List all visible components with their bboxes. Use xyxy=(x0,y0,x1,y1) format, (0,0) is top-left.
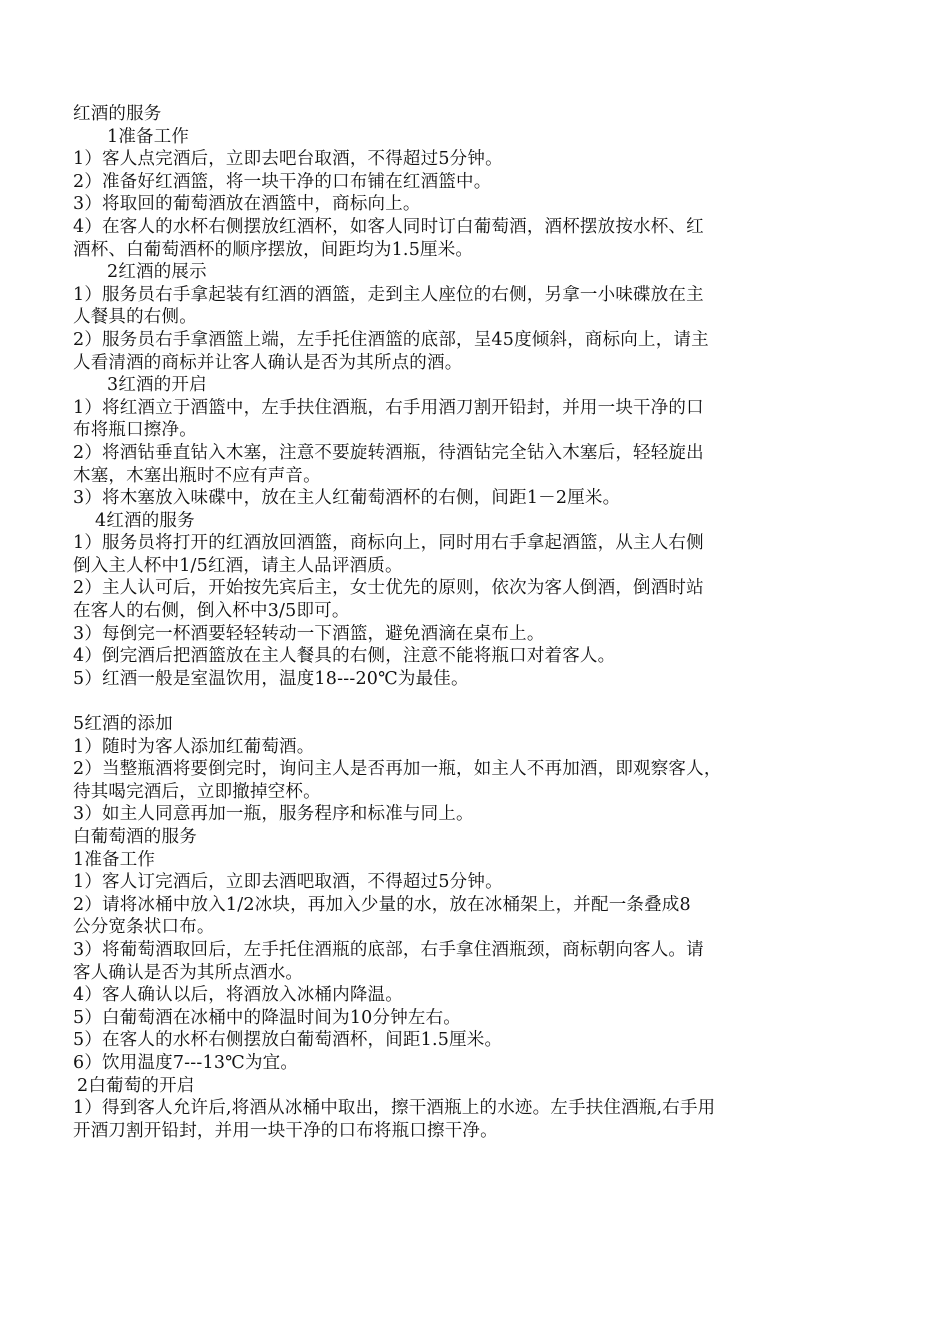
text-line: 2）主人认可后，开始按先宾后主，女士优先的原则，依次为客人倒酒，倒酒时站 xyxy=(73,578,704,599)
text-line: 1）服务员将打开的红酒放回酒篮，商标向上，同时用右手拿起酒篮，从主人右侧 xyxy=(73,533,704,554)
text-line: 2）将酒钻垂直钻入木塞，注意不要旋转酒瓶，待酒钻完全钻入木塞后，轻轻旋出 xyxy=(73,442,704,463)
text-line: 2红酒的展示 xyxy=(107,262,207,283)
text-line: 开酒刀割开铅封，并用一块干净的口布将瓶口擦干净。 xyxy=(73,1120,498,1141)
text-line: 4）在客人的水杯右侧摆放红酒杯，如客人同时订白葡萄酒，酒杯摆放按水杯、红 xyxy=(73,216,704,237)
document-body xyxy=(73,103,885,1142)
text-line: 3）将木塞放入味碟中，放在主人红葡萄酒杯的右侧，间距1－2厘米。 xyxy=(73,488,621,509)
blank-line xyxy=(73,690,885,713)
text-line: 待其喝完酒后，立即撤掉空杯。 xyxy=(73,781,321,802)
text-line: 3红酒的开启 xyxy=(107,375,207,396)
text-line: 5）红酒一般是室温饮用，温度18---20℃为最佳。 xyxy=(73,668,469,689)
text-line: 3）如主人同意再加一瓶，服务程序和标准与同上。 xyxy=(73,804,474,825)
text-line: 布将瓶口擦净。 xyxy=(73,420,197,441)
text-line: 3）将取回的葡萄酒放在酒篮中，商标向上。 xyxy=(73,194,421,215)
text-line: 倒入主人杯中1/5红酒，请主人品评酒质。 xyxy=(73,555,403,576)
text-line: 1）客人点完酒后，立即去吧台取酒，不得超过5分钟。 xyxy=(73,149,503,170)
text-line: 1）将红酒立于酒篮中，左手扶住酒瓶，右手用酒刀割开铅封，并用一块干净的口 xyxy=(73,397,704,418)
text-line: 5）在客人的水杯右侧摆放白葡萄酒杯，间距1.5厘米。 xyxy=(73,1030,503,1051)
text-line: 木塞，木塞出瓶时不应有声音。 xyxy=(73,465,321,486)
text-line: 2）请将冰桶中放入1/2冰块，再加入少量的水，放在冰桶架上，并配一条叠成8 xyxy=(73,894,691,915)
text-line: 红酒的服务 xyxy=(73,104,162,124)
text-line: 4红酒的服务 xyxy=(95,510,195,531)
text-line: 人餐具的右侧。 xyxy=(73,307,197,328)
text-line: 1）服务员右手拿起装有红酒的酒篮，走到主人座位的右侧，另拿一小味碟放在主 xyxy=(73,284,704,305)
text-line: 酒杯、白葡萄酒杯的顺序摆放，间距均为1.5厘米。 xyxy=(73,239,474,260)
text-line: 3）将葡萄酒取回后，左手托住酒瓶的底部，右手拿住酒瓶颈，商标朝向客人。请 xyxy=(73,939,704,960)
text-line: 1）得到客人允许后,将酒从冰桶中取出，擦干酒瓶上的水迹。左手扶住酒瓶,右手用 xyxy=(73,1098,716,1119)
text-line: 白葡萄酒的服务 xyxy=(73,827,197,847)
text-line: 2）准备好红酒篮，将一块干净的口布铺在红酒篮中。 xyxy=(73,171,492,192)
text-line: 4）客人确认以后，将酒放入冰桶内降温。 xyxy=(73,985,403,1006)
text-line: 5）白葡萄酒在冰桶中的降温时间为10分钟左右。 xyxy=(73,1007,462,1028)
text-line: 2）当整瓶酒将要倒完时，询问主人是否再加一瓶，如主人不再加酒，即观察客人， xyxy=(73,759,722,780)
text-line: 5红酒的添加 xyxy=(73,714,173,735)
text-line: 1）客人订完酒后，立即去酒吧取酒，不得超过5分钟。 xyxy=(73,872,503,893)
text-line: 客人确认是否为其所点酒水。 xyxy=(73,962,304,983)
text-line: 4）倒完酒后把酒篮放在主人餐具的右侧，注意不能将瓶口对着客人。 xyxy=(73,646,616,667)
text-line: 公分宽条状口布。 xyxy=(73,917,215,938)
text-line: 1）随时为客人添加红葡萄酒。 xyxy=(73,736,315,757)
text-line: 1准备工作 xyxy=(107,126,190,147)
text-line: 2白葡萄的开启 xyxy=(77,1075,195,1096)
text-line: 人看清酒的商标并让客人确认是否为其所点的酒。 xyxy=(73,352,463,373)
text-line: 6）饮用温度7---13℃为宜。 xyxy=(73,1052,299,1073)
text-line: 在客人的右侧，倒入杯中3/5即可。 xyxy=(73,601,350,622)
text-line: 1准备工作 xyxy=(73,849,156,870)
text-line: 3）每倒完一杯酒要轻轻转动一下酒篮，避免酒滴在桌布上。 xyxy=(73,623,545,644)
text-line: 2）服务员右手拿酒篮上端，左手托住酒篮的底部，呈45度倾斜，商标向上，请主 xyxy=(73,329,709,350)
